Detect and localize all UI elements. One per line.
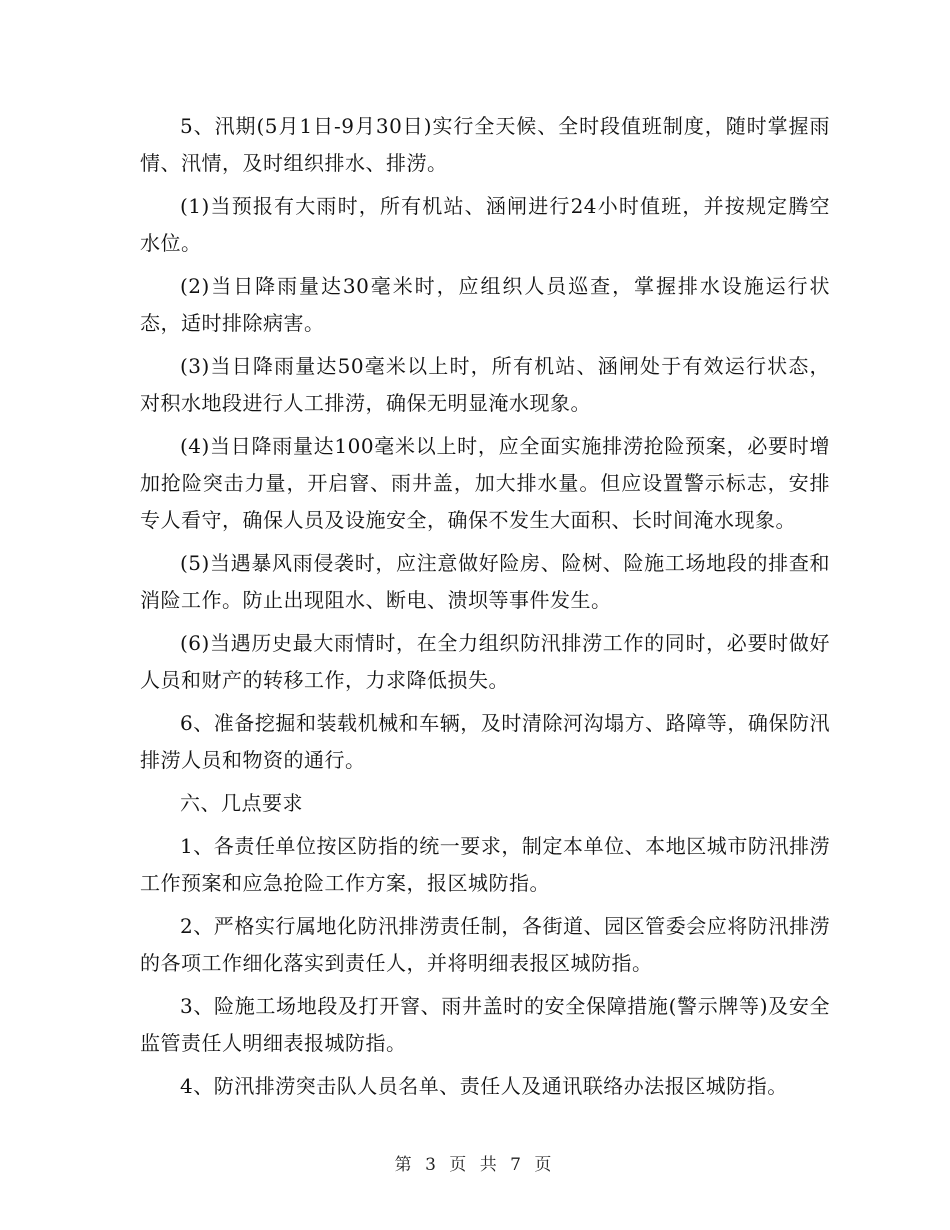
paragraph-rain-50mm: (3)当日降雨量达50毫米以上时，所有机站、涵闸处于有效运行状态，对积水地段进行人工排涝，确保无明显淹水现象。 bbox=[140, 354, 830, 415]
document-body bbox=[140, 108, 830, 1111]
paragraph-rain-100mm: (4)当日降雨量达100毫米以上时，应全面实施排涝抢险预案，必要时增加抢险突击力量，开启窨、雨井盖，加大排水量。但应设置警示标志，安排专人看守，确保人员及设施安全，确保不发生大面积、长时间淹水现象。 bbox=[140, 434, 830, 532]
paragraph-machinery: 6、准备挖掘和装载机械和车辆，及时清除河沟塌方、路障等，确保防汛排涝人员和物资的通行。 bbox=[140, 711, 830, 772]
page-number-footer: 第 3 页 共 7 页 bbox=[394, 1155, 556, 1175]
paragraph-requirement-3: 3、险施工场地段及打开窨、雨井盖时的安全保障措施(警示牌等)及安全监管责任人明细表报城防指。 bbox=[140, 994, 830, 1055]
section-heading-requirements: 六、几点要求 bbox=[180, 791, 303, 815]
paragraph-storm: (5)当遇暴风雨侵袭时，应注意做好险房、险树、险施工场地段的排查和消险工作。防止出现阻水、断电、溃坝等事件发生。 bbox=[140, 551, 830, 612]
paragraph-requirement-1: 1、各责任单位按区防指的统一要求，制定本单位、本地区城市防汛排涝工作预案和应急抢险工作方案，报区城防指。 bbox=[140, 834, 830, 895]
paragraph-record-rain: (6)当遇历史最大雨情时，在全力组织防汛排涝工作的同时，必要时做好人员和财产的转移工作，力求降低损失。 bbox=[140, 631, 830, 692]
paragraph-rain-30mm: (2)当日降雨量达30毫米时，应组织人员巡查，掌握排水设施运行状态，适时排除病害。 bbox=[140, 274, 830, 335]
paragraph-requirement-4: 4、防汛排涝突击队人员名单、责任人及通讯联络办法报区城防指。 bbox=[180, 1074, 788, 1098]
paragraph-flood-season-duty: 5、汛期(5月1日-9月30日)实行全天候、全时段值班制度，随时掌握雨情、汛情，及时组织排水、排涝。 bbox=[140, 114, 830, 175]
paragraph-requirement-2: 2、严格实行属地化防汛排涝责任制，各街道、园区管委会应将防汛排涝的各项工作细化落实到责任人，并将明细表报区城防指。 bbox=[140, 914, 830, 975]
paragraph-heavy-rain-forecast: (1)当预报有大雨时，所有机站、涵闸进行24小时值班，并按规定腾空水位。 bbox=[140, 194, 830, 255]
